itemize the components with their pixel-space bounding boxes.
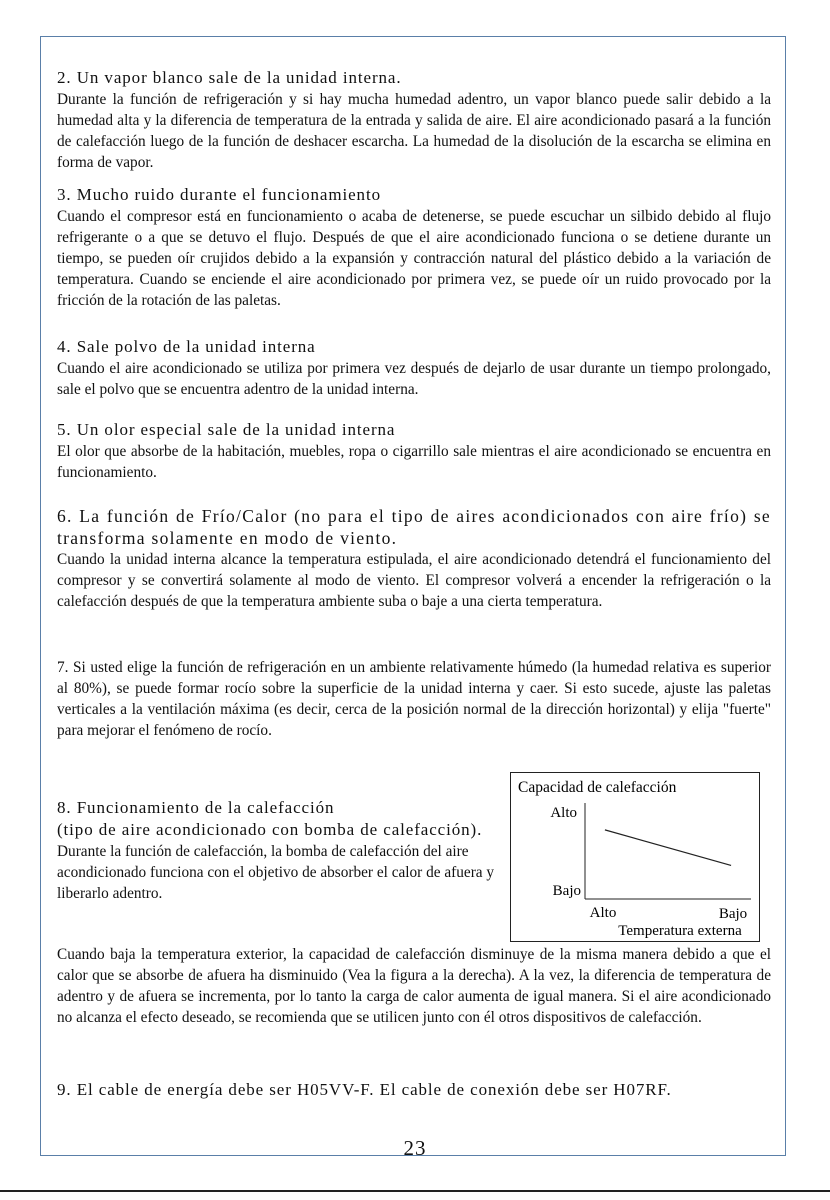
section-5-body: El olor que absorbe de la habitación, muebles, ropa o cigarrillo sale mientras el aire acondicionado se encuentra en funcionamiento. xyxy=(57,443,771,481)
section-6-body: Cuando la unidad interna alcance la temperatura estipulada, el aire acondicionado detendrá el funcionamiento del compresor y se convertirá solamente al modo de viento. El compresor volverá a encender la refrigeración o la calefacción después de que la temperatura ambiente suba o baje a una cierta temperatura. xyxy=(57,551,771,610)
section-8 xyxy=(57,797,502,904)
chart-title: Capacidad de calefacción xyxy=(518,779,677,796)
section-9-body: 9. El cable de energía debe ser H05VV-F. El cable de conexión debe ser H07RF. xyxy=(57,1080,672,1099)
x-tick-label-low: Bajo xyxy=(718,906,748,922)
section-5-heading: 5. Un olor especial sale de la unidad interna xyxy=(57,420,396,439)
section-7 xyxy=(57,657,771,741)
y-tick-label-high: Alto xyxy=(550,805,577,821)
section-4 xyxy=(57,336,771,400)
section-8-body: Durante la función de calefacción, la bomba de calefacción del aire acondicionado funciona con el objetivo de absorber el calor de afuera y liberarlo adentro. xyxy=(57,843,495,902)
section-5 xyxy=(57,419,771,483)
section-9 xyxy=(57,1079,771,1101)
section-6 xyxy=(57,505,771,612)
section-2-body: Durante la función de refrigeración y si hay mucha humedad adentro, un vapor blanco puede salir debido a la humedad alta y la diferencia de temperatura de la entrada y salida de aire. El aire acondicionado pasará a la función de calefacción luego de la función de deshacer escarcha. La humedad de la disolución de la escarcha se elimina en forma de vapor. xyxy=(57,91,771,171)
section-3-body: Cuando el compresor está en funcionamiento o acaba de detenerse, se puede escuchar un silbido debido al flujo refrigerante o a que se detuvo el flujo. Después de que el aire acondicionado funciona o se detiene durante un tiempo, se pueden oír crujidos debido a la expansión y contracción natural del plástico debido a la variación de temperatura. Cuando se enciende el aire acondicionado por primera vez, se puede oír un ruido provocado por la fricción de la rotación de las paletas. xyxy=(57,208,771,309)
section-6-heading: 6. La función de Frío/Calor (no para el tipo de aires acondicionados con aire frío) se transforma solamente en modo de viento. xyxy=(57,506,771,548)
chart-svg xyxy=(511,773,761,943)
heating-capacity-chart xyxy=(510,772,760,942)
section-8-continued xyxy=(57,944,771,1028)
section-2-heading: 2. Un vapor blanco sale de la unidad interna. xyxy=(57,68,402,87)
section-3-heading: 3. Mucho ruido durante el funcionamiento xyxy=(57,185,381,204)
page-number: 23 xyxy=(403,1136,427,1160)
section-7-body: 7. Si usted elige la función de refrigeración en un ambiente relativamente húmedo (la humedad relativa es superior al 80%), se puede formar rocío sobre la superficie de la unidad interna y caer. Si esto sucede, ajuste las paletas verticales a la ventilación máxima (es decir, cerca de la posición normal de la dirección horizontal) y elija "fuerte" para mejorar el fenómeno de rocío. xyxy=(57,659,771,739)
section-3 xyxy=(57,184,771,311)
section-2 xyxy=(57,67,771,173)
capacity-trend-line xyxy=(605,830,731,866)
y-tick-label-low: Bajo xyxy=(552,883,581,899)
section-4-body: Cuando el aire acondicionado se utiliza por primera vez después de dejarlo de usar durante un tiempo prolongado, sale el polvo que se encuentra adentro de la unidad interna. xyxy=(57,360,771,398)
section-8-body-2: Cuando baja la temperatura exterior, la capacidad de calefacción disminuye de la misma manera debido a que el calor que se absorbe de afuera ha disminuido (Vea la figura a la derecha). A la vez, la diferencia de temperatura de adentro y de afuera se incrementa, por lo tanto la carga de calor aumenta de igual manera. Si el aire acondicionado no alcanza el efecto deseado, se recomienda que se utilicen junto con él otros dispositivos de calefacción. xyxy=(57,946,771,1026)
section-4-heading: 4. Sale polvo de la unidad interna xyxy=(57,337,316,356)
bottom-rule xyxy=(0,1190,830,1192)
section-8-heading-line2: (tipo de aire acondicionado con bomba de calefacción). xyxy=(57,820,483,839)
x-axis-label: Temperatura externa xyxy=(618,923,742,939)
x-tick-label-high: Alto xyxy=(589,905,617,921)
section-8-heading-line1: 8. Funcionamiento de la calefacción xyxy=(57,798,335,817)
